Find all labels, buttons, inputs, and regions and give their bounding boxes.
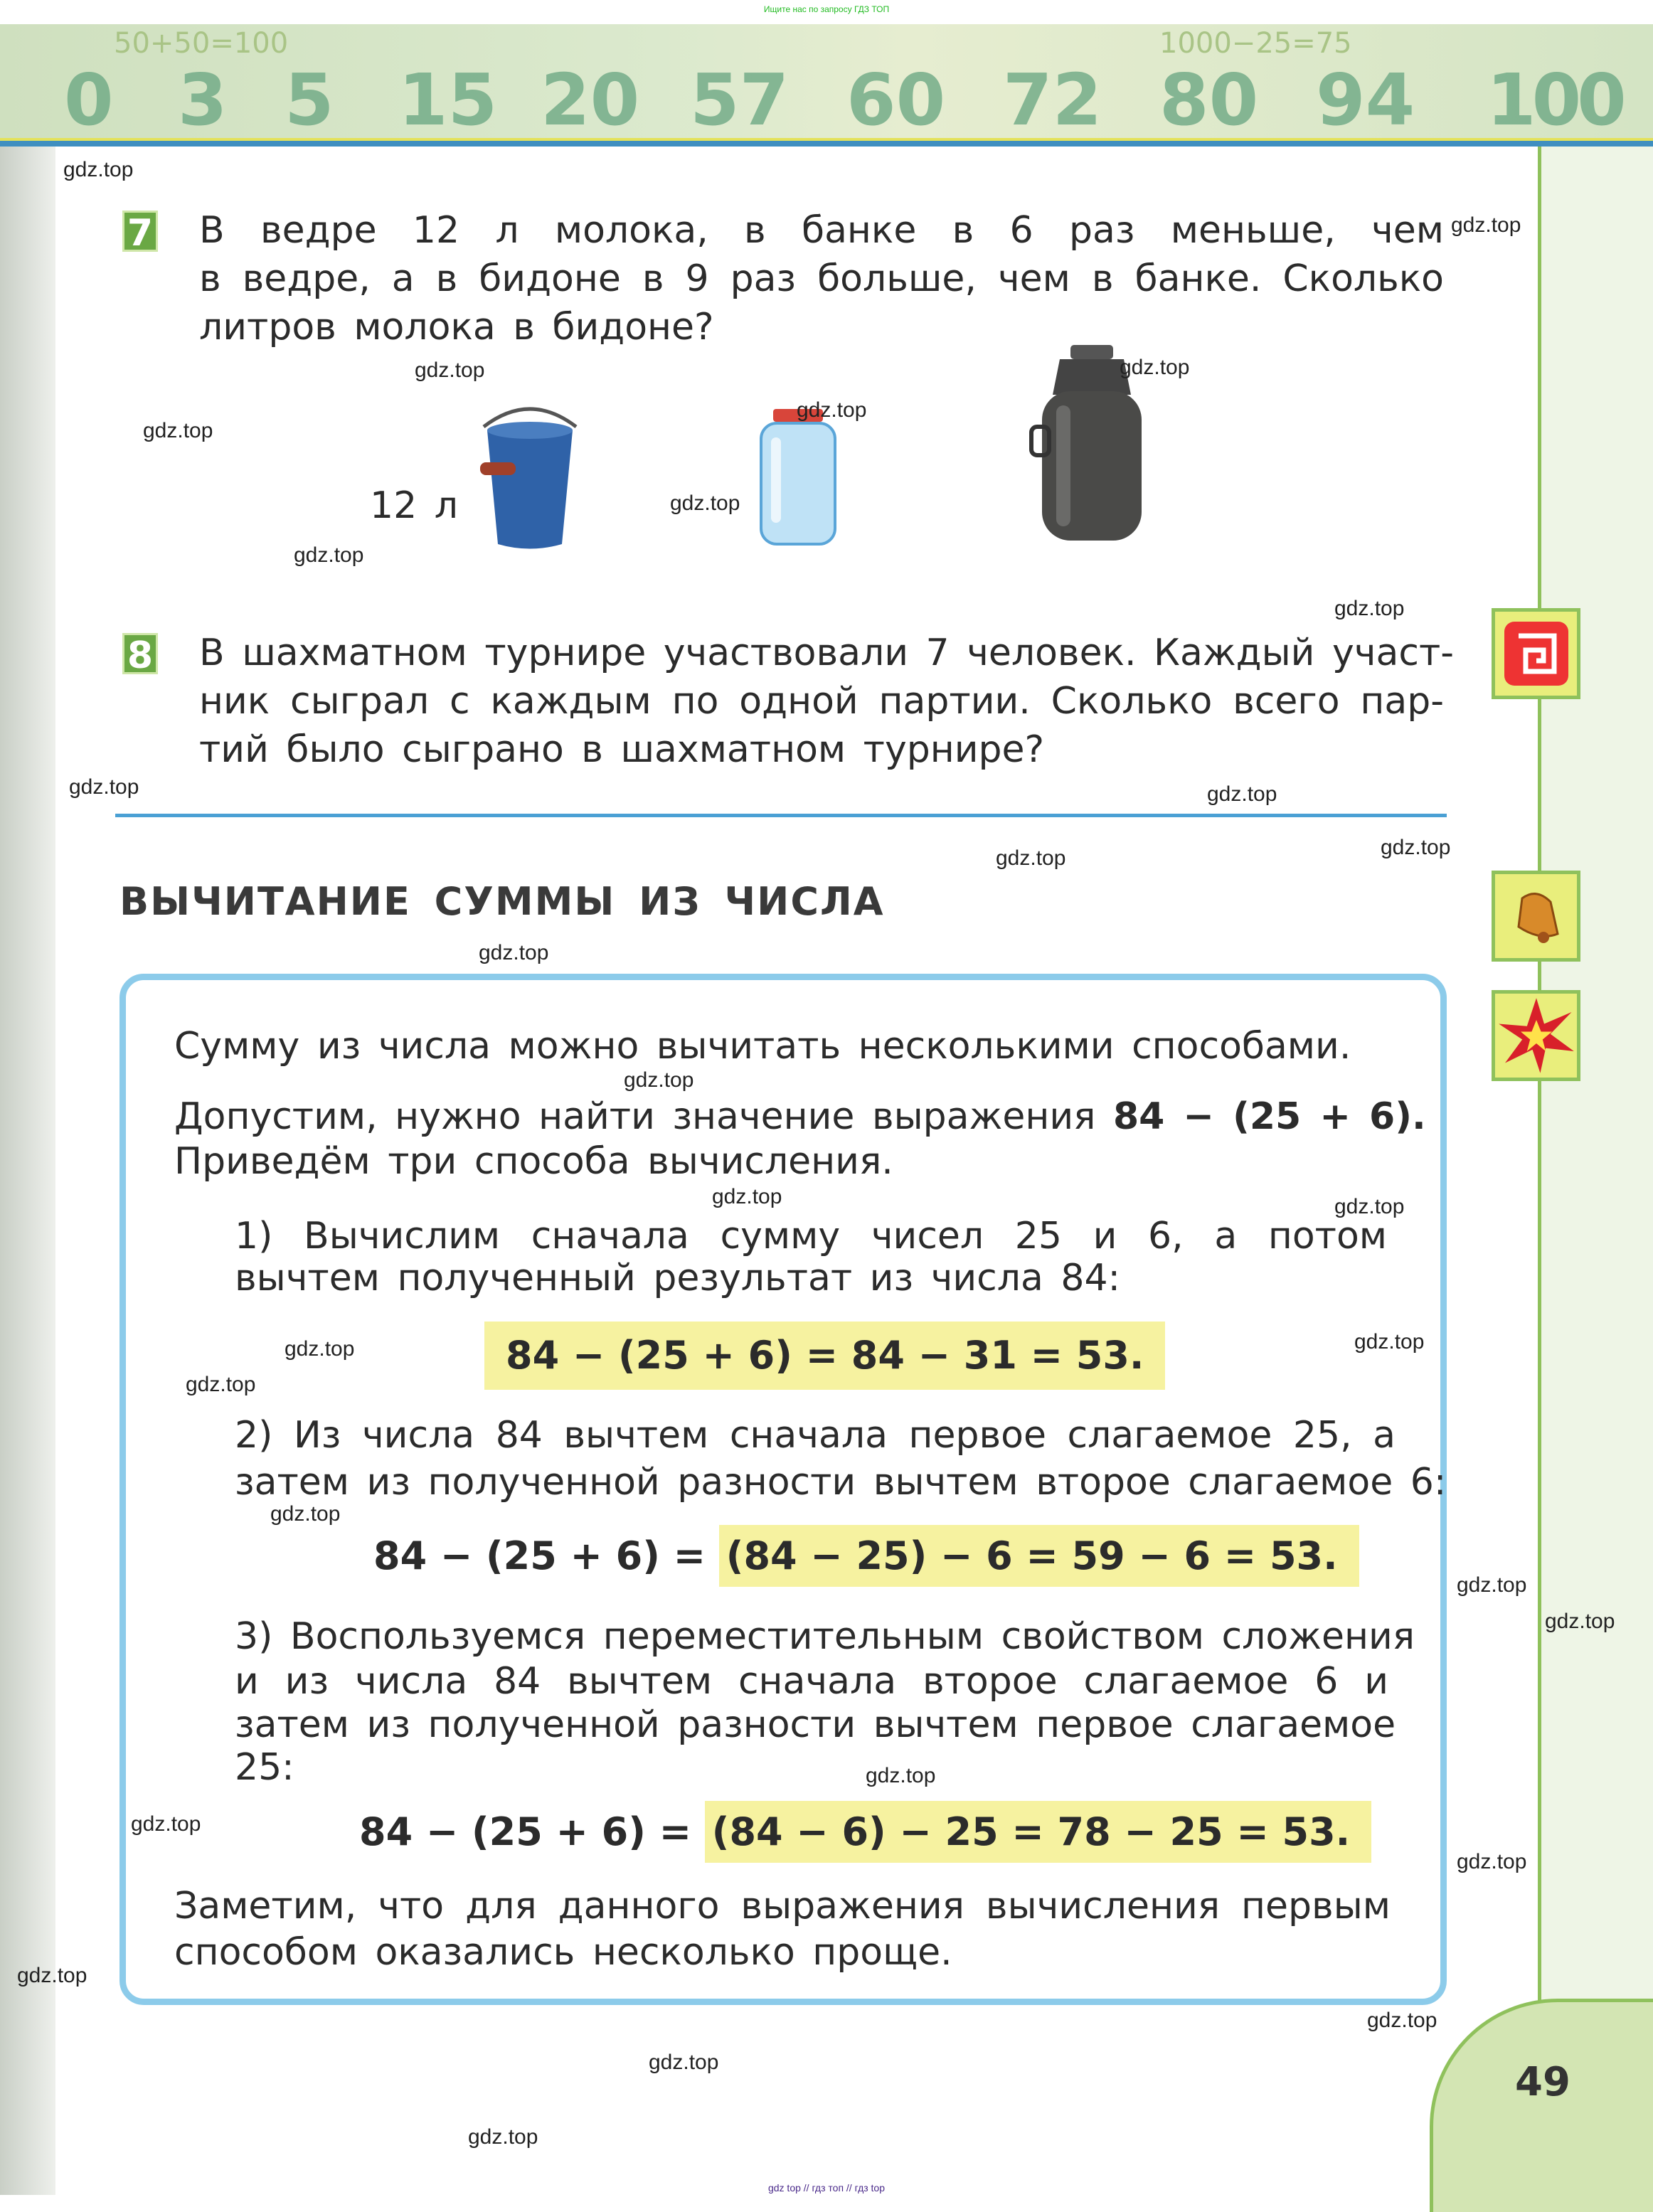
bell-icon	[1492, 871, 1580, 962]
task8-line: ник сыграл с каждым по одной партии. Сколько всего пар-	[199, 680, 1444, 723]
rule-expression: 84 − (25 + 6).	[1112, 1095, 1426, 1138]
banner-number: 100	[1487, 58, 1622, 142]
footer-note: gdz top // гдз топ // гдз top	[767, 2182, 886, 2194]
method1-line: вычтем полученный результат из числа 84:	[235, 1257, 1121, 1299]
page-gutter	[0, 147, 55, 2195]
banner-number: 94	[1316, 58, 1415, 142]
method3-line: и из числа 84 вычтем сначала второе слагаемое 6 и	[235, 1660, 1388, 1703]
method3-line: затем из полученной разности вычтем первое слагаемое	[235, 1703, 1396, 1746]
watermark: gdz.top	[1207, 782, 1277, 806]
section-divider	[115, 814, 1447, 817]
method1-line: 1) Вычислим сначала сумму чисел 25 и 6, а потом	[235, 1215, 1387, 1257]
search-hint: Ищите нас по запросу ГДЗ ТОП	[763, 4, 890, 14]
watermark: gdz.top	[1120, 356, 1190, 379]
bucket-image	[469, 398, 590, 551]
banner-number: 3	[178, 58, 228, 142]
section-heading: ВЫЧИТАНИЕ СУММЫ ИЗ ЧИСЛА	[119, 879, 885, 924]
formula-2-left: 84 − (25 + 6) =	[373, 1533, 719, 1578]
banner-number: 72	[1003, 58, 1102, 142]
watermark: gdz.top	[479, 941, 549, 964]
watermark: gdz.top	[294, 543, 364, 567]
page-number: 49	[1515, 2059, 1570, 2105]
formula-3	[359, 1798, 1371, 1866]
method2-line: затем из полученной разности вычтем второе слагаемое 6:	[235, 1461, 1447, 1504]
conclusion-line: Заметим, что для данного выражения вычисления первым	[174, 1885, 1391, 1927]
task7-line: в ведре, а в бидоне в 9 раз больше, чем в банке. Сколько	[199, 257, 1444, 300]
formula-2-highlight: (84 − 25) − 6 = 59 − 6 = 53.	[719, 1525, 1359, 1587]
banner-number: 15	[398, 58, 498, 142]
watermark: gdz.top	[186, 1373, 256, 1396]
page-corner	[1430, 1999, 1653, 2212]
banner-number: 80	[1159, 58, 1259, 142]
watermark: gdz.top	[624, 1068, 694, 1092]
watermark: gdz.top	[996, 846, 1066, 870]
watermark: gdz.top	[69, 775, 139, 799]
watermark: gdz.top	[143, 419, 213, 442]
watermark: gdz.top	[866, 1764, 936, 1787]
watermark: gdz.top	[1545, 1610, 1615, 1633]
formula-2	[373, 1522, 1359, 1590]
watermark: gdz.top	[131, 1812, 201, 1836]
watermark: gdz.top	[285, 1337, 355, 1361]
task-number-8: 8	[122, 633, 158, 674]
bucket-label: 12 л	[370, 484, 458, 527]
watermark: gdz.top	[415, 358, 485, 382]
spiral-icon	[1492, 608, 1580, 699]
banner-number: 0	[64, 58, 114, 142]
watermark: gdz.top	[1457, 1850, 1527, 1873]
method2-line: 2) Из числа 84 вычтем сначала первое слагаемое 25, а	[235, 1414, 1396, 1457]
task7-line: литров молока в бидоне?	[199, 306, 714, 349]
rule-line	[174, 1097, 1426, 1137]
banner-number: 57	[690, 58, 790, 142]
formula-1: 84 − (25 + 6) = 84 − 31 = 53.	[484, 1322, 1165, 1390]
rule-text: Допустим, нужно найти значение выражения	[174, 1095, 1113, 1138]
watermark: gdz.top	[1381, 836, 1451, 859]
formula-3-highlight: (84 − 6) − 25 = 78 − 25 = 53.	[705, 1801, 1371, 1863]
jar-image	[755, 405, 841, 548]
number-banner	[0, 24, 1653, 147]
watermark: gdz.top	[1334, 1195, 1405, 1218]
task8-line: В шахматном турнире участвовали 7 человек. Каждый участ-	[199, 632, 1455, 674]
watermark: gdz.top	[712, 1185, 782, 1208]
formula-3-left: 84 − (25 + 6) =	[359, 1809, 705, 1854]
watermark: gdz.top	[670, 491, 740, 515]
watermark: gdz.top	[63, 158, 134, 181]
rule-intro: Сумму из числа можно вычитать несколькими способами.	[174, 1025, 1351, 1068]
banner-number: 5	[285, 58, 334, 142]
watermark: gdz.top	[797, 398, 867, 422]
conclusion-line: способом оказались несколько проще.	[174, 1931, 952, 1974]
task8-line: тий было сыграно в шахматном турнире?	[199, 728, 1045, 771]
watermark: gdz.top	[270, 1502, 341, 1526]
method3-line: 25:	[235, 1746, 294, 1789]
star-icon	[1492, 990, 1580, 1081]
banner-number: 60	[846, 58, 946, 142]
watermark: gdz.top	[1354, 1330, 1425, 1354]
watermark: gdz.top	[1451, 213, 1521, 237]
watermark: gdz.top	[1334, 597, 1405, 620]
rule-line: Приведём три способа вычисления.	[174, 1140, 893, 1183]
watermark: gdz.top	[17, 1964, 87, 1987]
task7-line: В ведре 12 л молока, в банке в 6 раз меньше, чем	[199, 209, 1444, 252]
banner-number: 20	[541, 58, 640, 142]
watermark: gdz.top	[649, 2051, 719, 2074]
watermark: gdz.top	[468, 2125, 538, 2149]
watermark: gdz.top	[1457, 1573, 1527, 1597]
task-number-7: 7	[122, 211, 158, 252]
banner-equation: 1000−25=75	[1159, 27, 1352, 60]
watermark: gdz.top	[1367, 2009, 1437, 2032]
banner-equation: 50+50=100	[114, 27, 289, 60]
method3-line: 3) Воспользуемся переместительным свойством сложения	[235, 1615, 1415, 1658]
right-margin	[1538, 147, 1653, 2195]
